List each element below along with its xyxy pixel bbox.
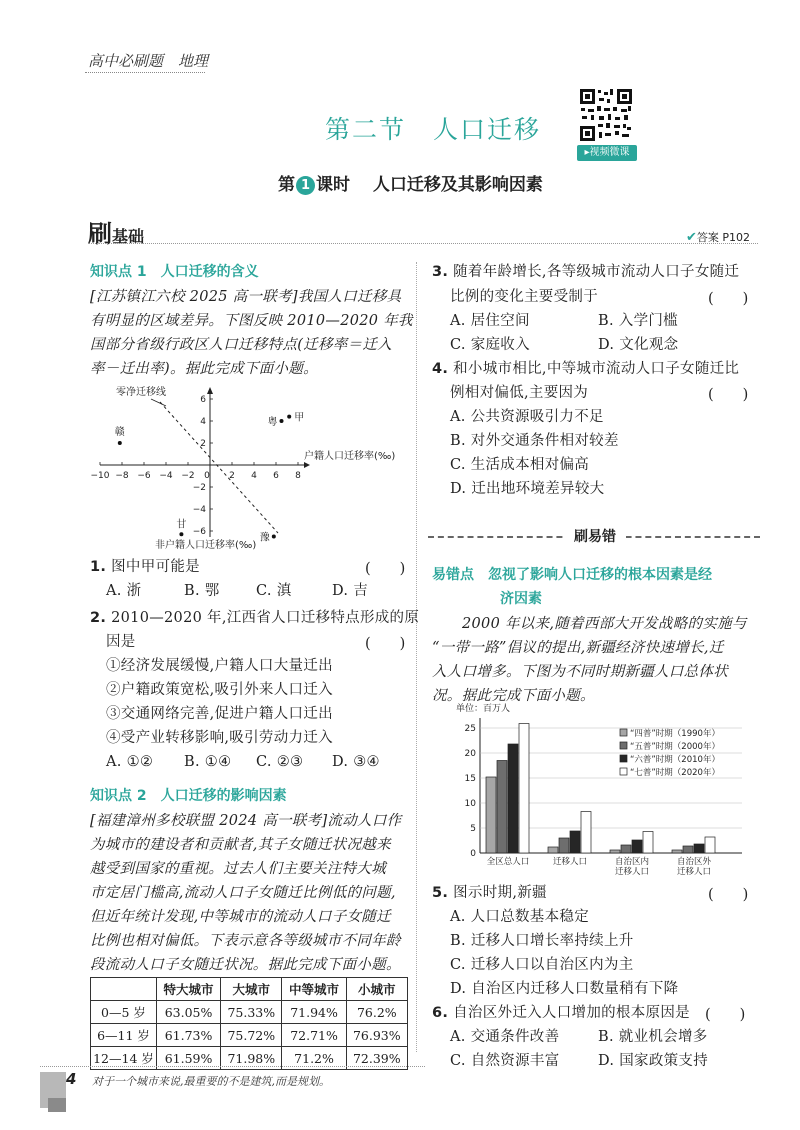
lesson-number-badge: 1: [296, 176, 315, 195]
q3-option-d[interactable]: D. 文化观念: [598, 337, 679, 353]
scatter-point: [118, 441, 122, 445]
scatter-point: [179, 532, 183, 536]
q4-stem-cont: 例相对偏低,主要因为: [450, 385, 589, 401]
q5-stem: [432, 883, 547, 903]
table-cell: 72.71%: [282, 1024, 346, 1047]
category-label: 迁移人口: [676, 867, 712, 877]
bar: [519, 724, 529, 854]
kp1-title: 知识点 1 人口迁移的含义: [90, 264, 259, 280]
column-divider: [416, 262, 417, 1052]
table-cell: 76.2%: [346, 1001, 407, 1024]
data-table: [90, 977, 408, 1070]
scatter-point: [280, 419, 284, 423]
scatter-point-label: 赣: [114, 427, 125, 438]
x-tick-label: 2: [229, 471, 235, 481]
intro1-line: 国部分省级行政区人口迁移特点(迁移率＝迁入: [90, 337, 392, 353]
bar: [486, 777, 496, 853]
footer-rule: [40, 1066, 425, 1067]
kp2-title: 知识点 2 人口迁移的影响因素: [90, 788, 287, 804]
q4-option-d[interactable]: D. 迁出地环境差异较大: [450, 481, 605, 497]
bar: [705, 837, 715, 853]
scatter-point: [272, 535, 276, 539]
subject-name: 地理: [178, 52, 209, 70]
legend-label: “四普”时期（1990年）: [630, 729, 720, 739]
bar-chart: [440, 700, 760, 880]
x-tick-label: 4: [251, 471, 257, 481]
scatter-point-label: 甲: [294, 412, 305, 424]
q1-text: 图中甲可能是: [111, 559, 200, 575]
chart-y-tick-labels: [465, 724, 477, 859]
q2-number: 2.: [90, 610, 107, 626]
scatter-point: [287, 415, 291, 419]
scatter-chart: [88, 382, 410, 552]
table-header-cell: 大城市: [221, 978, 282, 1001]
q6-number: 6.: [432, 1005, 449, 1021]
check-icon: ✔: [686, 230, 697, 245]
intro3-line: 2000 年以来,随着西部大开发战略的实施与: [462, 616, 747, 632]
q5-option-a[interactable]: A. 人口总数基本稳定: [450, 909, 589, 925]
table-header-cell: 小城市: [346, 978, 407, 1001]
section-title: 第二节 人口迁移: [325, 115, 542, 144]
q6-option-a[interactable]: A. 交通条件改善: [450, 1029, 560, 1045]
q3-stem-cont: 比例的变化主要受制于: [450, 289, 598, 305]
intro3-line: “一带一路”倡议的提出,新疆经济快速增长,迁: [432, 640, 724, 656]
q6-option-b[interactable]: B. 就业机会增多: [598, 1029, 708, 1045]
table-cell: 75.33%: [221, 1001, 282, 1024]
intro2-line: 越受到国家的重视。过去人们主要关注特大城: [90, 861, 386, 877]
bar: [497, 761, 507, 854]
intro1-line: [江苏镇江六校 2025 高一联考]我国人口迁移具: [90, 289, 402, 305]
x-tick-label: −4: [159, 471, 173, 481]
table-row: [91, 1024, 408, 1047]
intro1-line: 有明显的区域差异。下图反映 2010—2020 年我: [90, 313, 413, 329]
y-tick-label: 20: [464, 749, 476, 759]
book-name: 高中必刷题: [88, 52, 164, 70]
zero-net-line: [160, 402, 278, 533]
x-axis-label: 户籍人口迁移率(‰): [304, 451, 396, 462]
table-row: [91, 1001, 408, 1024]
bar: [581, 812, 591, 854]
table-header-row: [91, 978, 408, 1001]
q5-option-c[interactable]: C. 迁移人口以自治区内为主: [450, 957, 634, 973]
bar: [508, 744, 518, 853]
errors-banner: [428, 528, 760, 546]
q2-item: ④受产业转移影响,吸引劳动力迁入: [106, 730, 333, 746]
x-tick-label: −6: [137, 471, 151, 481]
table-cell: 75.72%: [221, 1024, 282, 1047]
bar: [683, 846, 693, 853]
table-cell: 71.2%: [282, 1047, 346, 1070]
chart-category-labels: [487, 856, 712, 877]
legend-label: “五普”时期（2000年）: [630, 742, 720, 752]
bar: [632, 840, 642, 853]
q2-option-b[interactable]: B. ①④: [184, 754, 232, 770]
q2-item: ②户籍政策宽松,吸引外来人口迁入: [106, 682, 333, 698]
bar: [559, 838, 569, 853]
q4-stem: [432, 359, 739, 379]
x-tick-label: 6: [273, 471, 279, 481]
category-label: 自治区外: [676, 857, 712, 867]
bar: [694, 844, 704, 853]
q3-number: 3.: [432, 264, 449, 280]
error-point-text: 忽视了影响人口迁移的根本因素是经: [488, 567, 712, 583]
q3-stem: [432, 262, 739, 282]
q2-option-a[interactable]: A. ①②: [106, 754, 154, 770]
table-cell: 61.59%: [157, 1047, 221, 1070]
running-header: [88, 50, 208, 71]
category-label: 全区总人口: [486, 857, 530, 867]
x-tick-label: −8: [115, 471, 129, 481]
q4-option-b[interactable]: B. 对外交通条件相对较差: [450, 433, 619, 449]
legend-label: “六普”时期（2010年）: [630, 755, 720, 765]
q6-answer-blank[interactable]: ( ): [705, 1007, 746, 1023]
q6-option-d[interactable]: D. 国家政策支持: [598, 1053, 709, 1069]
y-tick-label: −2: [192, 483, 206, 493]
q3-text: 随着年龄增长,各等级城市流动人口子女随迁: [453, 264, 740, 280]
q1-option-b[interactable]: B. 鄂: [184, 583, 220, 599]
legend-label: “七普”时期（2020年）: [630, 768, 720, 778]
scatter-point-label: 豫: [259, 532, 270, 544]
q3-option-c[interactable]: C. 家庭收入: [450, 337, 530, 353]
q6-text: 自治区外迁入人口增加的根本原因是: [453, 1005, 690, 1021]
y-tick-label: 25: [464, 724, 476, 734]
intro2-line: 市定居门槛高,流动人口子女随迁比例低的问题,: [90, 885, 396, 901]
qr-label[interactable]: [577, 145, 637, 161]
header-rule: [85, 72, 205, 73]
q1-option-a[interactable]: A. 浙: [106, 583, 142, 599]
q3-option-a[interactable]: A. 居住空间: [450, 313, 530, 329]
q1-option-d[interactable]: D. 吉: [332, 583, 369, 599]
table-header-cell: [91, 978, 157, 1001]
table-cell: 6—11 岁: [91, 1024, 157, 1047]
q1-answer-blank[interactable]: ( ): [365, 561, 406, 577]
intro2-line: 比例也相对偏低。下表示意各等级城市不同年龄: [90, 933, 401, 949]
answer-text: 答案 P102: [696, 231, 751, 244]
bar: [610, 850, 620, 853]
bar: [672, 850, 682, 853]
q6-option-c[interactable]: C. 自然资源丰富: [450, 1053, 560, 1069]
y-axis-label: 非户籍人口迁移率(‰): [155, 540, 257, 551]
q2-stem: [90, 608, 419, 628]
qr-code-icon: [578, 87, 634, 143]
legend-swatch: [620, 768, 627, 775]
intro2-line: [福建漳州多校联盟 2024 高一联考]流动人口作: [90, 813, 402, 829]
error-point-cont: 济因素: [500, 591, 542, 607]
lesson-suffix: 课时: [316, 175, 350, 195]
q4-option-c[interactable]: C. 生活成本相对偏高: [450, 457, 590, 473]
y-tick-label: 4: [200, 417, 206, 427]
error-point: [432, 564, 712, 584]
x-tick-label: 8: [295, 471, 301, 481]
q2-item: ③交通网络完善,促进户籍人口迁出: [106, 706, 333, 722]
qr-code[interactable]: [578, 87, 634, 143]
q2-stem-cont: 因是: [106, 634, 136, 650]
intro2-line: 但近年统计发现,中等城市的流动人口子女随迁: [90, 909, 391, 925]
q1-option-c[interactable]: C. 滇: [256, 583, 292, 599]
y-tick-label: 5: [470, 824, 476, 834]
basics-shua: 刷: [88, 220, 112, 248]
table-cell: 61.73%: [157, 1024, 221, 1047]
footer-quote: 对于一个城市来说,最重要的不是建筑,而是规划。: [92, 1075, 330, 1088]
error-point-label: 易错点: [432, 567, 474, 583]
bar: [548, 847, 558, 853]
q5-answer-blank[interactable]: ( ): [708, 887, 749, 903]
table-cell: 71.94%: [282, 1001, 346, 1024]
q5-option-d[interactable]: D. 自治区内迁移人口数量稍有下降: [450, 981, 679, 997]
category-label: 迁移人口: [614, 867, 650, 877]
bar: [643, 832, 653, 854]
y-axis-arrow: [207, 387, 213, 394]
x-tick-label: −10: [90, 471, 110, 481]
q3-option-b[interactable]: B. 入学门槛: [598, 313, 678, 329]
lesson-name: 人口迁移及其影响因素: [372, 175, 543, 195]
q2-item: ①经济发展缓慢,户籍人口大量迁出: [106, 658, 333, 674]
q1-number: 1.: [90, 559, 107, 575]
play-icon: ▸: [584, 147, 590, 158]
y-tick-label: 6: [200, 395, 206, 405]
q5-text: 图示时期,新疆: [453, 885, 547, 901]
table-cell: 63.05%: [157, 1001, 221, 1024]
lesson-title: [278, 170, 543, 195]
table-header-cell: 中等城市: [282, 978, 346, 1001]
x-axis-arrow: [304, 462, 310, 468]
bar: [621, 845, 631, 853]
q4-text: 和小城市相比,中等城市流动人口子女随迁比: [453, 361, 740, 377]
table-cell: 0—5 岁: [91, 1001, 157, 1024]
q4-answer-blank[interactable]: ( ): [708, 387, 749, 403]
q2-option-d[interactable]: D. ③④: [332, 754, 380, 770]
legend-swatch: [620, 755, 627, 762]
q5-number: 5.: [432, 885, 449, 901]
intro2-line: 段流动人口子女随迁状况。据此完成下面小题。: [90, 957, 401, 973]
zero-line-pointer: [151, 399, 166, 406]
x-tick-label: 0: [204, 471, 210, 481]
q4-option-a[interactable]: A. 公共资源吸引力不足: [450, 409, 604, 425]
answer-ref[interactable]: [686, 229, 750, 245]
category-label: 迁移人口: [552, 857, 588, 867]
zero-line-label: 零净迁移线: [116, 387, 166, 398]
y-tick-label: 15: [464, 774, 476, 784]
page-number: 4: [66, 1070, 77, 1088]
q6-stem: [432, 1003, 690, 1023]
table-cell: 76.93%: [346, 1024, 407, 1047]
scatter-point-label: 粤: [267, 417, 278, 428]
category-label: 自治区内: [614, 857, 650, 867]
table-header-cell: 特大城市: [157, 978, 221, 1001]
table-cell: 71.98%: [221, 1047, 282, 1070]
intro1-line: 率－迁出率)。据此完成下面小题。: [90, 361, 318, 377]
errors-banner-label: 刷易错: [564, 526, 626, 546]
basics-label: 基础: [112, 227, 145, 246]
basics-underline: [88, 243, 758, 244]
q1-stem: [90, 557, 200, 577]
legend-swatch: [620, 729, 627, 736]
q3-answer-blank[interactable]: ( ): [708, 291, 749, 307]
bar: [570, 831, 580, 853]
x-tick-label: −2: [181, 471, 195, 481]
lesson-prefix: 第: [278, 175, 295, 195]
y-tick-label: 0: [470, 849, 476, 859]
scatter-point-label: 甘: [176, 519, 187, 531]
chart-unit: 单位：百万人: [456, 704, 511, 714]
q4-number: 4.: [432, 361, 449, 377]
qr-label-text: 视频微课: [589, 147, 630, 158]
y-tick-label: −4: [192, 505, 206, 515]
q2-option-c[interactable]: C. ②③: [256, 754, 304, 770]
table-cell: 12—14 岁: [91, 1047, 157, 1070]
y-tick-label: 10: [464, 799, 476, 809]
intro2-line: 为城市的建设者和贡献者,其子女随迁状况越来: [90, 837, 391, 853]
y-tick-label: 2: [200, 439, 206, 449]
table-cell: 72.39%: [346, 1047, 407, 1070]
q5-option-b[interactable]: B. 迁移人口增长率持续上升: [450, 933, 634, 949]
legend-swatch: [620, 742, 627, 749]
q2-text: 2010—2020 年,江西省人口迁移特点形成的原: [111, 610, 420, 626]
page-corner-decoration-2: [48, 1098, 66, 1112]
intro3-line: 入人口增多。下图为不同时期新疆人口总体状: [432, 664, 728, 680]
y-tick-label: −6: [192, 527, 206, 537]
q2-answer-blank[interactable]: ( ): [365, 636, 406, 652]
intro3-line: 况。据此完成下面小题。: [432, 688, 595, 704]
